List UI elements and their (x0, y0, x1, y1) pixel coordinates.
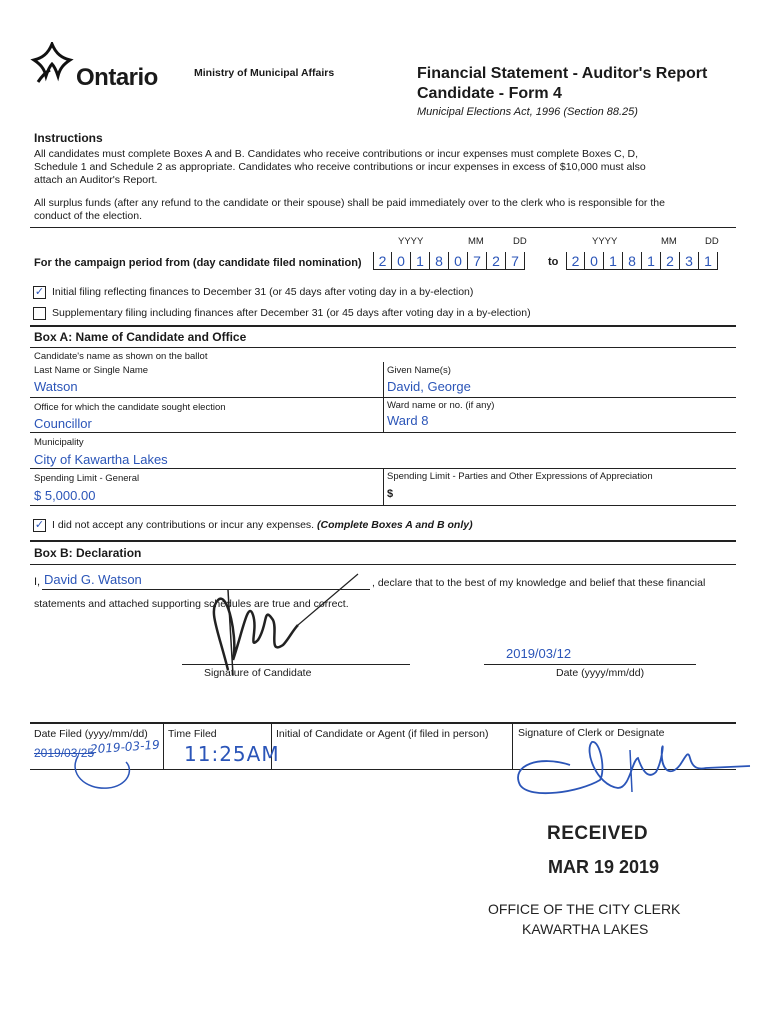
box-a-heading: Box A: Name of Candidate and Office (34, 330, 247, 344)
box-a-top-rule (30, 325, 736, 327)
date-label: Date (yyyy/mm/dd) (556, 667, 645, 679)
clerk-signature-label: Signature of Clerk or Designate (518, 727, 665, 739)
from-digit: 8 (430, 252, 449, 270)
ministry-name: Ministry of Municipal Affairs (194, 67, 335, 79)
last-name-value[interactable]: Watson (34, 379, 78, 394)
date-circle-icon (70, 748, 140, 793)
spending-limit-general-label: Spending Limit - General (34, 473, 140, 484)
box-b-heading: Box B: Declaration (34, 546, 142, 560)
from-digit: 1 (411, 252, 430, 270)
box-b-top-rule (30, 540, 736, 542)
from-digit: 2 (487, 252, 506, 270)
office-value[interactable]: Councillor (34, 416, 92, 431)
declaration-text: , declare that to the best of my knowledge and belief that these financial (372, 577, 706, 589)
ward-value[interactable]: Ward 8 (387, 413, 429, 428)
dd-label-to: DD (705, 236, 719, 247)
no-contributions-note: (Complete Boxes A and B only) (317, 519, 473, 531)
period-to-field[interactable] (566, 252, 718, 270)
instructions-heading: Instructions (34, 131, 103, 145)
to-digit: 2 (661, 252, 680, 270)
act-reference: Municipal Elections Act, 1996 (Section 88.25) (417, 106, 638, 118)
spending-limit-parties-value[interactable]: $ (387, 488, 394, 500)
date-filed-label: Date Filed (yyyy/mm/dd) (34, 728, 148, 740)
mm-label-from: MM (468, 236, 484, 247)
form-title-line1: Financial Statement - Auditor's Report (417, 65, 708, 82)
no-contributions-text: I did not accept any contributions or incur any expenses. (52, 519, 315, 531)
received-stamp-office1: OFFICE OF THE CITY CLERK (488, 901, 681, 917)
received-stamp-title: RECEIVED (547, 823, 649, 844)
signature-line (182, 664, 410, 665)
last-name-label: Last Name or Single Name (34, 365, 149, 376)
period-from-field[interactable] (373, 252, 525, 270)
trillium-icon (28, 42, 76, 94)
time-filed-label: Time Filed (168, 728, 217, 740)
to-digit: 0 (585, 252, 604, 270)
received-stamp-date: MAR 19 2019 (548, 857, 660, 877)
municipality-value[interactable]: City of Kawartha Lakes (34, 452, 168, 467)
dd-label-from: DD (513, 236, 527, 247)
divider (383, 468, 384, 505)
office-label: Office for which the candidate sought election (34, 402, 226, 413)
declarant-prefix: I, (34, 576, 41, 588)
to-digit: 1 (642, 252, 661, 270)
divider (383, 397, 384, 432)
divider (30, 432, 736, 433)
to-label: to (548, 256, 559, 268)
declarant-name[interactable]: David G. Watson (44, 572, 142, 587)
logo-text: Ontario (76, 64, 158, 91)
spending-limit-general-value[interactable]: $ 5,000.00 (34, 488, 96, 503)
date-line (484, 664, 696, 665)
from-digit: 2 (373, 252, 392, 270)
date-filed-handwritten[interactable]: 2019-03-19 (89, 737, 161, 757)
spending-limit-parties-label: Spending Limit - Parties and Other Expressions of Appreciation (387, 471, 653, 482)
from-digit: 0 (449, 252, 468, 270)
instructions-para1-line1: All candidates must complete Boxes A and B. Candidates who receive contributions or incur expenses must complete Boxes C, D, (34, 148, 639, 160)
clerk-signature-icon (500, 730, 760, 800)
form-title-line2: Candidate - Form 4 (417, 85, 562, 102)
divider (163, 723, 164, 769)
divider (383, 362, 384, 398)
received-stamp-office2: KAWARTHA LAKES (522, 921, 649, 937)
from-digit: 0 (392, 252, 411, 270)
instructions-para2-line2: conduct of the election. (34, 210, 142, 222)
divider (30, 227, 736, 228)
to-digit: 8 (623, 252, 642, 270)
no-contributions-label (52, 519, 473, 531)
name-ballot-label: Candidate's name as shown on the ballot (34, 351, 208, 362)
time-filed-value[interactable]: 11:25AM (184, 742, 280, 766)
filed-top-rule (30, 722, 736, 724)
yyyy-label-to: YYYY (592, 236, 618, 247)
divider (30, 505, 736, 506)
supplementary-filing-label: Supplementary filing including finances after December 31 (or 45 days after voting day in a by-election) (52, 307, 531, 319)
ward-label: Ward name or no. (if any) (387, 400, 495, 411)
yyyy-label-from: YYYY (398, 236, 424, 247)
from-digit: 7 (506, 252, 525, 270)
divider (30, 347, 736, 348)
to-digit: 2 (566, 252, 585, 270)
declaration-date-value[interactable]: 2019/03/12 (506, 646, 572, 661)
to-digit: 1 (604, 252, 623, 270)
declaration-text-2: statements and attached supporting schedules are true and correct. (34, 598, 349, 610)
no-contributions-checkbox[interactable]: ✓ (34, 519, 45, 531)
initial-agent-label: Initial of Candidate or Agent (if filed in person) (276, 728, 489, 740)
campaign-period-label: For the campaign period from (day candidate filed nomination) (34, 257, 362, 269)
from-digit: 7 (468, 252, 487, 270)
given-names-label: Given Name(s) (387, 365, 451, 376)
instructions-para1-line3: attach an Auditor's Report. (34, 174, 158, 186)
initial-filing-label: Initial filing reflecting finances to December 31 (or 45 days after voting day in a by-election) (52, 286, 474, 298)
to-digit: 1 (699, 252, 718, 270)
date-filed-struck: 2019/03/25 (34, 746, 95, 760)
signature-label: Signature of Candidate (204, 667, 312, 679)
initial-filing-checkbox[interactable]: ✓ (34, 286, 45, 298)
instructions-para2-line1: All surplus funds (after any refund to the candidate or their spouse) shall be paid immediately over to the clerk who is responsible for the (34, 197, 665, 209)
given-names-value[interactable]: David, George (387, 379, 471, 394)
to-digit: 3 (680, 252, 699, 270)
mm-label-to: MM (661, 236, 677, 247)
municipality-label: Municipality (34, 437, 84, 448)
supplementary-filing-checkbox[interactable] (33, 307, 46, 320)
divider (30, 564, 736, 565)
ontario-logo (28, 42, 178, 92)
instructions-para1-line2: Schedule 1 and Schedule 2 as appropriate. Candidates who receive contributions or incur expenses in excess of $10,000 must also (34, 161, 646, 173)
